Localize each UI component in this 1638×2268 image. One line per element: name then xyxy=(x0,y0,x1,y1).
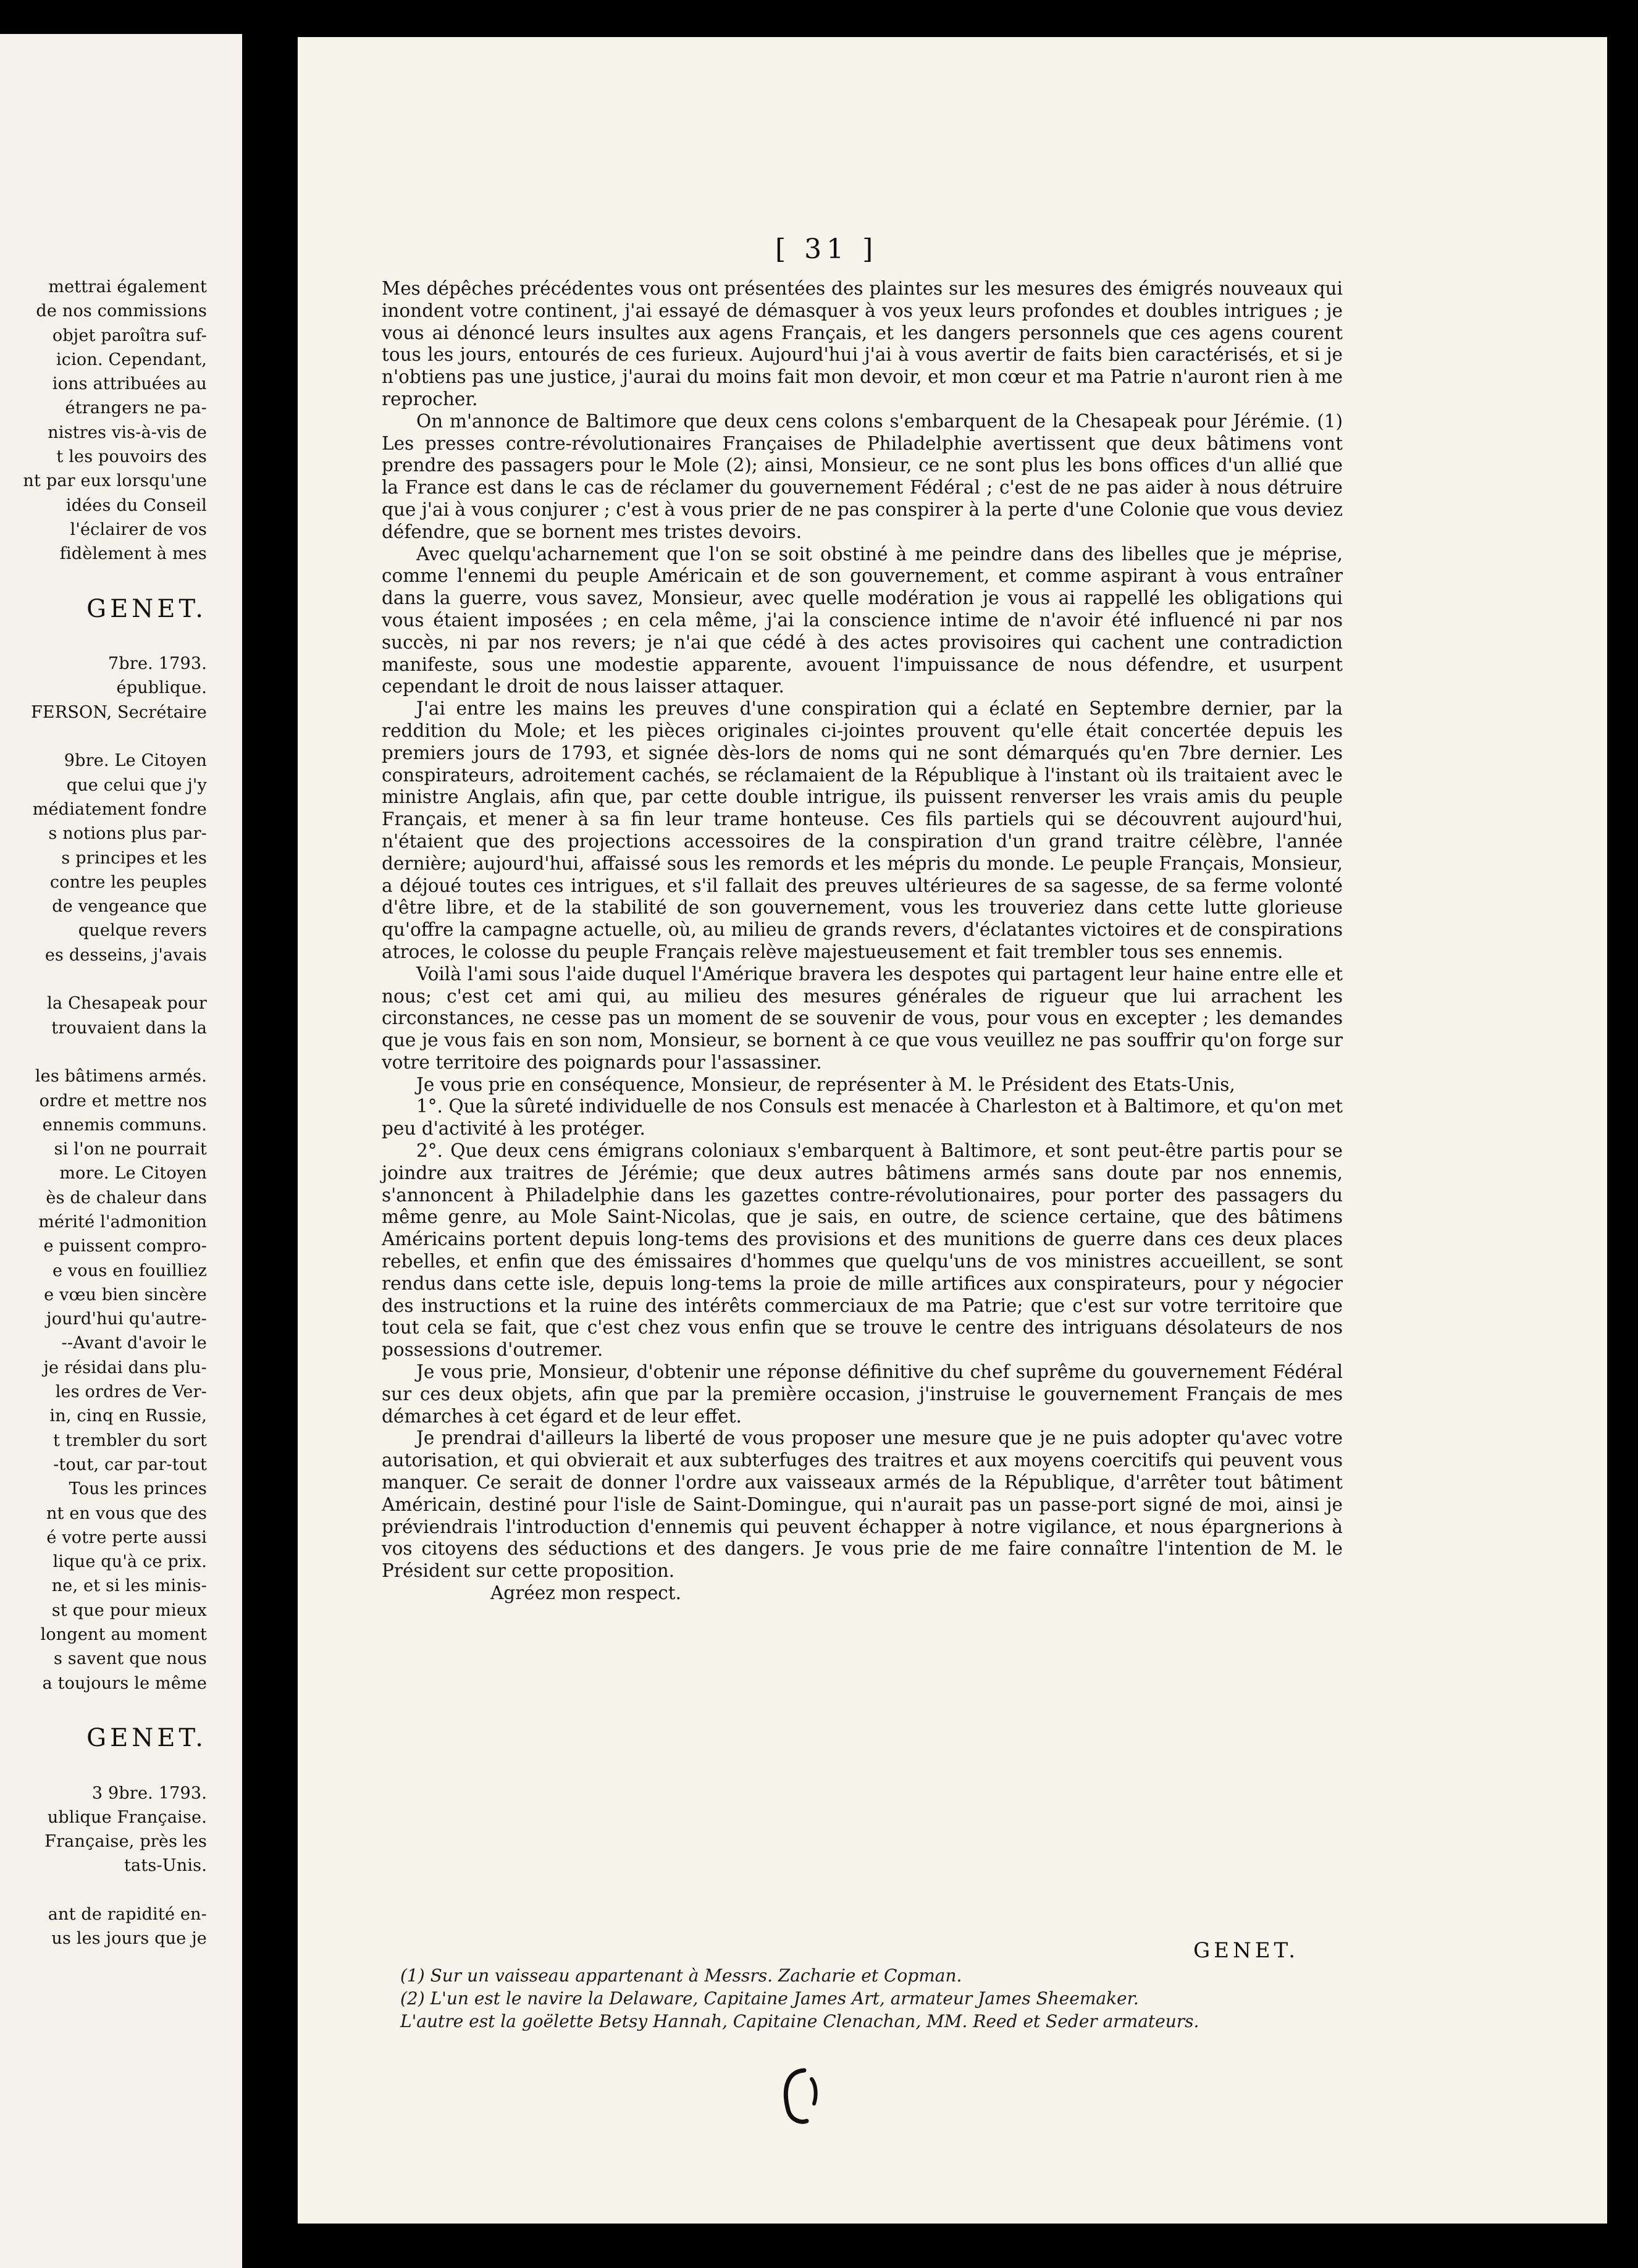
facing-page-line: les bâtimens armés. xyxy=(35,1067,207,1086)
facing-page-line: mettrai également xyxy=(48,277,207,296)
facing-page-line: de vengeance que xyxy=(52,897,207,917)
facing-page-line: e puissent compro- xyxy=(43,1237,207,1256)
paragraph: Je prendrai d'ailleurs la liberté de vous proposer une mesure que je ne puis adopter qu'avec votre autorisation, et qui obvierait et aux subterfuges des traitres et aux moyens coercitifs qui peuvent vous manquer. Ce serait de donner l'ordre aux vaisseaux armés de la République, d'arrêter tout bâtiment Américain, destiné pour l'isle de Saint-Domingue, qui n'aurait pas un passe-port signé de moi, ainsi je préviendrais l'introduction d'ennemis qui peuvent échapper à notre vigilance, et nous épargnerions à vos citoyens des séductions et des dangers. Je vous prie de me faire connaître l'intention de M. le Président sur cette proposition. xyxy=(382,1427,1343,1582)
paragraph: J'ai entre les mains les preuves d'une conspiration qui a éclaté en Septembre dernier, par la reddition du Mole; et les pièces originales ci-jointes prouvent qu'elle était concertée depuis les premiers jours de 1793, et signée dès-lors de noms qui ne sont démarqués qu'en 7bre dernier. Les conspirateurs, adroitement cachés, se réclamaient de la République à l'instant où ils traitaient avec le ministre Anglais, afin que, par cette double intrigue, ils puissent renverser les vrais amis du peuple Français, et mener à sa fin leur trame honteuse. Ces fils partiels qui se découvrent aujourd'hui, n'étaient que des projections accessoires de la conspiration d'un grand traitre célèbre, l'année dernière; aujourd'hui, affaissé sous les remords et les mépris du monde. Le peuple Français, Monsieur, a déjoué toutes ces intrigues, et s'il fallait des preuves ultérieures de sa sagesse, de sa ferme volonté d'être libre, et de la stabilité de son gouvernement, vous les trouveriez dans cette lutte glorieuse qu'offre la campagne actuelle, où, au milieu de grands revers, d'éclatantes victoires et de conspirations atroces, le colosse du peuple Français relève majestueusement et fait trembler tous ses ennemis. xyxy=(382,698,1343,962)
paragraph: Je vous prie en conséquence, Monsieur, de représenter à M. le Président des Etats-Unis, xyxy=(416,1073,1235,1095)
facing-page-line: ant de rapidité en- xyxy=(48,1905,207,1924)
facing-page-line xyxy=(0,724,207,749)
facing-page-line: -tout, car par-tout xyxy=(53,1455,207,1474)
facing-page-line: s notions plus par- xyxy=(48,824,207,844)
facing-page-line: é votre perte aussi xyxy=(46,1527,207,1547)
facing-page-line xyxy=(0,1695,207,1720)
facing-page-line: idées du Conseil xyxy=(65,495,207,515)
facing-page-line: nt en vous que des xyxy=(46,1503,207,1523)
facing-page-line: quelque revers xyxy=(78,921,207,941)
facing-page-line: l'éclairer de vos xyxy=(70,519,207,539)
facing-page-line: GENET. xyxy=(86,1724,207,1753)
facing-page-line: longent au moment xyxy=(40,1625,207,1645)
footnote: (1) Sur un vaisseau appartenant à Messrs. Zacharie et Copman. xyxy=(400,1965,962,1986)
facing-page-line: in, cinq en Russie, xyxy=(49,1406,207,1426)
facing-page-line: ions attribuées au xyxy=(52,374,207,394)
facing-page-line: étrangers ne pa- xyxy=(65,398,207,418)
facing-page-line: les ordres de Ver- xyxy=(55,1382,207,1402)
facing-page-line: e vous en fouilliez xyxy=(52,1261,207,1280)
paragraph: 2°. Que deux cens émigrans coloniaux s'embarquent à Baltimore, et sont peut-être partis pour se joindre aux traitres de Jérémie; que deux autres bâtimens armés sans doute par nos ennemis, s'annoncent à Philadelphie dans les gazettes contre-révolutionaires, pour porter des passagers du même genre, au Mole Saint-Nicolas, que je sais, en outre, de science certaine, que des bâtimens Américains portent depuis long-tems des provisions et des munitions de guerre dans ces deux places rebelles, et enfin que des émissaires d'hommes que quelqu'uns de vos ministres accueillent, se sont rendus dans cette isle, depuis long-tems la proie de mille artifices aux conspirateurs, pour y négocier des instructions et la ruine des intérêts commerciaux de ma Patrie; que c'est sur votre territoire que tout cela se fait, que c'est chez vous enfin que se trouve le centre des intriguans désolateurs de nos possessions d'outremer. xyxy=(382,1140,1343,1361)
paragraph: Mes dépêches précédentes vous ont présentées des plaintes sur les mesures des émigrés nouveaux qui inondent votre continent, j'ai essayé de démasquer à vos yeux leurs profondes et doubles intrigues ; je vous ai dénoncé leurs insultes aux agens Français, et les dangers personnels que ces agens courent tous les jours, entourés de ces furieux. Aujourd'hui j'ai à vous avertir de faits bien caractérisés, et si je n'obtiens pas une justice, j'aurai du moins fait mon devoir, et mon cœur et ma Patrie n'auront rien à me reprocher. xyxy=(382,278,1343,410)
facing-page-line: tats-Unis. xyxy=(124,1856,207,1876)
facing-page-line: nistres vis-à-vis de xyxy=(48,422,207,442)
facing-page-line: lique qu'à ce prix. xyxy=(52,1552,207,1572)
letter-body xyxy=(382,278,1343,1605)
facing-page-line: Française, près les xyxy=(44,1832,207,1852)
facing-page-line: jourd'hui qu'autre- xyxy=(46,1309,207,1329)
facing-page-line: 7bre. 1793. xyxy=(107,654,207,674)
facing-page-text-column xyxy=(0,275,207,1951)
paragraph: Avec quelqu'acharnement que l'on se soit obstiné à me peindre dans des libelles que je méprise, comme l'ennemi du peuple Américain et de son gouvernement, et comme aspirant à vous entraîner dans la guerre, vous savez, Monsieur, avec quelle modération je vous ai rappellé les obligations qui vous étaient imposées ; en cela même, j'ai la conscience intime de n'avoir été influencé ni par nos succès, ni par nos revers; je n'ai que cédé à des actes provisoires qui cachent une contradiction manifeste, sous une modestie apparente, avouent l'impuissance de nous défendre, et usurpent cependant le droit de nous laisser attaquer. xyxy=(382,543,1343,697)
facing-page-line: que celui que j'y xyxy=(66,775,207,795)
facing-page-line: es desseins, j'avais xyxy=(44,945,207,965)
facing-page-line: 9bre. Le Citoyen xyxy=(64,751,207,771)
facing-page xyxy=(0,34,242,2268)
facing-page-line: objet paroîtra suf- xyxy=(52,326,207,345)
paragraph: Je vous prie, Monsieur, d'obtenir une réponse définitive du chef suprême du gouvernement Fédéral sur ces deux objets, afin que par la première occasion, j'instruise le gouvernement Français de mes démarches à cet égard et de leur effet. xyxy=(382,1361,1343,1427)
footnote: (2) L'un est le navire la Delaware, Capitaine James Art, armateur James Sheemaker. xyxy=(400,1988,1139,2009)
page-number: [ 31 ] xyxy=(775,233,878,265)
facing-page-line xyxy=(0,628,207,652)
footnote: L'autre est la goëlette Betsy Hannah, Capitaine Clenachan, MM. Reed et Seder armateurs. xyxy=(400,2011,1199,2031)
facing-page-line xyxy=(0,1757,207,1781)
facing-page-line: nt par eux lorsqu'une xyxy=(23,471,207,491)
facing-page-line: --Avant d'avoir le xyxy=(61,1334,207,1353)
facing-page-line xyxy=(0,566,207,590)
facing-page-line: GENET. xyxy=(86,594,207,623)
facing-page-line: more. Le Citoyen xyxy=(59,1164,207,1183)
facing-page-line: a toujours le même xyxy=(42,1673,207,1693)
facing-page-line xyxy=(0,1040,207,1064)
paragraph: 1°. Que la sûreté individuelle de nos Consuls est menacée à Charleston et à Baltimore, et qu'on met peu d'activité à les protéger. xyxy=(382,1096,1343,1140)
facing-page-line: je résidai dans plu- xyxy=(43,1358,207,1377)
facing-page-line: épublique. xyxy=(116,678,207,698)
facing-page-line: icion. Cependant, xyxy=(56,350,207,369)
facing-page-line: e vœu bien sincère xyxy=(44,1285,207,1304)
facing-page-line: contre les peuples xyxy=(49,872,207,892)
facing-page-line: de nos commissions xyxy=(36,301,207,321)
facing-page-line: t trembler du sort xyxy=(53,1430,207,1450)
facing-page-line: 3 9bre. 1793. xyxy=(91,1783,207,1803)
facing-page-line: s savent que nous xyxy=(54,1649,207,1669)
closing-line: Agréez mon respect. xyxy=(490,1582,682,1604)
facing-page-line: ès de chaleur dans xyxy=(46,1188,207,1208)
facing-page-line: s principes et les xyxy=(61,848,207,868)
facing-page-line: fidèlement à mes xyxy=(59,544,207,564)
facing-page-line: trouvaient dans la xyxy=(51,1018,207,1038)
facing-page-line: t les pouvoirs des xyxy=(56,447,207,467)
facing-page-line: us les jours que je xyxy=(51,1929,207,1949)
bracket-mark xyxy=(779,2067,821,2127)
facing-page-line: FERSON, Secrétaire xyxy=(30,702,207,722)
paragraph: On m'annonce de Baltimore que deux cens colons s'embarquent de la Chesapeak pour Jérémie. (1) Les presses contre-révolutionaires Françaises de Philadelphie avertissent que deux bâtimens vont prendre des passagers pour le Mole (2); ainsi, Monsieur, ce ne sont plus les bons offices d'un allié que la France est dans le cas de réclamer du gouvernement Fédéral ; c'est de ne pas aider à nous détruire que j'ai à vous conjurer ; c'est à vous prier de ne pas conspirer à la perte d'une Colonie que vous deviez défendre, que se bornent mes tristes devoirs. xyxy=(382,410,1343,542)
facing-page-line: la Chesapeak pour xyxy=(47,994,207,1014)
footnotes xyxy=(400,1964,1345,2033)
facing-page-line: médiatement fondre xyxy=(32,799,207,819)
facing-page-line xyxy=(0,967,207,991)
facing-page-line xyxy=(0,1878,207,1902)
facing-page-line: ordre et mettre nos xyxy=(39,1091,207,1111)
facing-page-line: ublique Française. xyxy=(47,1807,207,1827)
paragraph: Voilà l'ami sous l'aide duquel l'Amérique bravera les despotes qui partagent leur haine entre elle et nous; c'est cet ami qui, au milieu des mesures générales de rigueur que lui arrachent les circonstances, ne cesse pas un moment de se souvenir de vous, pour vous en excepter ; les demandes que je vous fais en son nom, Monsieur, se bornent à ce que vous veuillez ne pas souffrir qu'on forge sur votre territoire des poignards pour l'assassiner. xyxy=(382,963,1343,1073)
facing-page-line: mérité l'admonition xyxy=(38,1212,207,1232)
facing-page-line: st que pour mieux xyxy=(51,1600,207,1620)
signature: GENET. xyxy=(1193,1938,1300,1963)
facing-page-line: si l'on ne pourrait xyxy=(54,1140,207,1159)
facing-page-line: Tous les princes xyxy=(69,1479,207,1499)
facing-page-line: ennemis communs. xyxy=(42,1115,207,1135)
facing-page-line: ne, et si les minis- xyxy=(51,1576,207,1596)
